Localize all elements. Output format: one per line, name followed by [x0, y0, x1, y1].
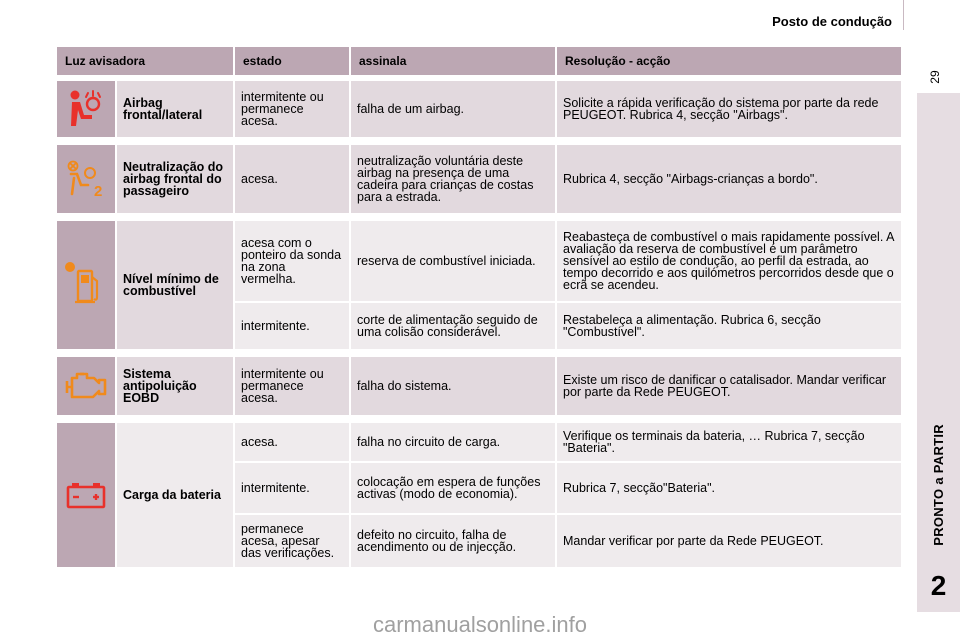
- warning-light-name: Nível mínimo de combustível: [117, 221, 235, 351]
- column-header-resolucao: Resolução - acção: [557, 47, 903, 75]
- page-number: 29: [928, 70, 942, 84]
- estado-cell: acesa com o ponteiro da sonda na zona vermelha.: [235, 221, 351, 303]
- assinala-cell: colocação em espera de funções activas (modo de economia).: [351, 463, 557, 515]
- resolucao-cell: Existe um risco de danificar o catalisador. Mandar verificar por parte da Rede PEUGEOT.: [557, 357, 903, 417]
- resolucao-cell: Mandar verificar por parte da Rede PEUGEOT.: [557, 515, 903, 569]
- battery-charge-icon: [57, 423, 117, 569]
- table-row: [57, 423, 903, 463]
- column-header-estado: estado: [235, 47, 351, 75]
- fuel-level-icon: [57, 221, 117, 351]
- warning-light-name: Sistema antipoluição EOBD: [117, 357, 235, 417]
- resolucao-cell: Rubrica 4, secção "Airbags-crianças a bordo".: [557, 145, 903, 215]
- column-header-assinala: assinala: [351, 47, 557, 75]
- assinala-cell: falha no circuito de carga.: [351, 423, 557, 463]
- table-row: [57, 145, 903, 215]
- estado-cell: intermitente ou permanece acesa.: [235, 357, 351, 417]
- warning-lights-table: [57, 47, 903, 569]
- table-row: [57, 221, 903, 303]
- table-row: [57, 357, 903, 417]
- warning-light-name: Airbag frontal/lateral: [117, 81, 235, 139]
- svg-text:2: 2: [94, 183, 103, 200]
- table-row: [57, 81, 903, 139]
- resolucao-cell: Reabasteça de combustível o mais rapidamente possível. A avaliação da reserva de combustível é um parâmetro sensível ao estilo de condução, ao perfil da estrada, ao tempo decorrido e aos quilómetros percorridos desde que o ecrã se acendeu.: [557, 221, 903, 303]
- watermark: carmanualsonline.info: [372, 612, 588, 637]
- estado-cell: permanece acesa, apesar das verificações.: [235, 515, 351, 569]
- assinala-cell: corte de alimentação seguido de uma colisão considerável.: [351, 303, 557, 351]
- assinala-cell: falha de um airbag.: [351, 81, 557, 139]
- estado-cell: acesa.: [235, 145, 351, 215]
- assinala-cell: reserva de combustível iniciada.: [351, 221, 557, 303]
- warning-light-name: Neutralização do airbag frontal do passageiro: [117, 145, 235, 215]
- estado-cell: intermitente.: [235, 463, 351, 515]
- chapter-number: 2: [930, 570, 947, 601]
- header-rule: [903, 0, 904, 30]
- page-header-title: Posto de condução: [772, 14, 892, 29]
- assinala-cell: falha do sistema.: [351, 357, 557, 417]
- side-tab-label: PRONTO a PARTIR: [931, 424, 946, 546]
- warning-light-name: Carga da bateria: [117, 423, 235, 569]
- airbag-warning-icon: [57, 81, 117, 139]
- estado-cell: intermitente ou permanece acesa.: [235, 81, 351, 139]
- assinala-cell: neutralização voluntária deste airbag na presença de uma cadeira para crianças de costas para a estrada.: [351, 145, 557, 215]
- resolucao-cell: Verifique os terminais da bateria, … Rubrica 7, secção "Bateria".: [557, 423, 903, 463]
- resolucao-cell: Restabeleça a alimentação. Rubrica 6, secção "Combustível".: [557, 303, 903, 351]
- estado-cell: intermitente.: [235, 303, 351, 351]
- table-header-row: [57, 47, 903, 75]
- resolucao-cell: Rubrica 7, secção"Bateria".: [557, 463, 903, 515]
- column-header-luz: Luz avisadora: [57, 47, 235, 75]
- assinala-cell: defeito no circuito, falha de acendimento ou de injecção.: [351, 515, 557, 569]
- chapter-number-box: [917, 560, 960, 612]
- resolucao-cell: Solicite a rápida verificação do sistema por parte da rede PEUGEOT. Rubrica 4, secção "Airbags".: [557, 81, 903, 139]
- engine-eobd-icon: [57, 357, 117, 417]
- estado-cell: acesa.: [235, 423, 351, 463]
- passenger-airbag-off-icon: [57, 145, 117, 215]
